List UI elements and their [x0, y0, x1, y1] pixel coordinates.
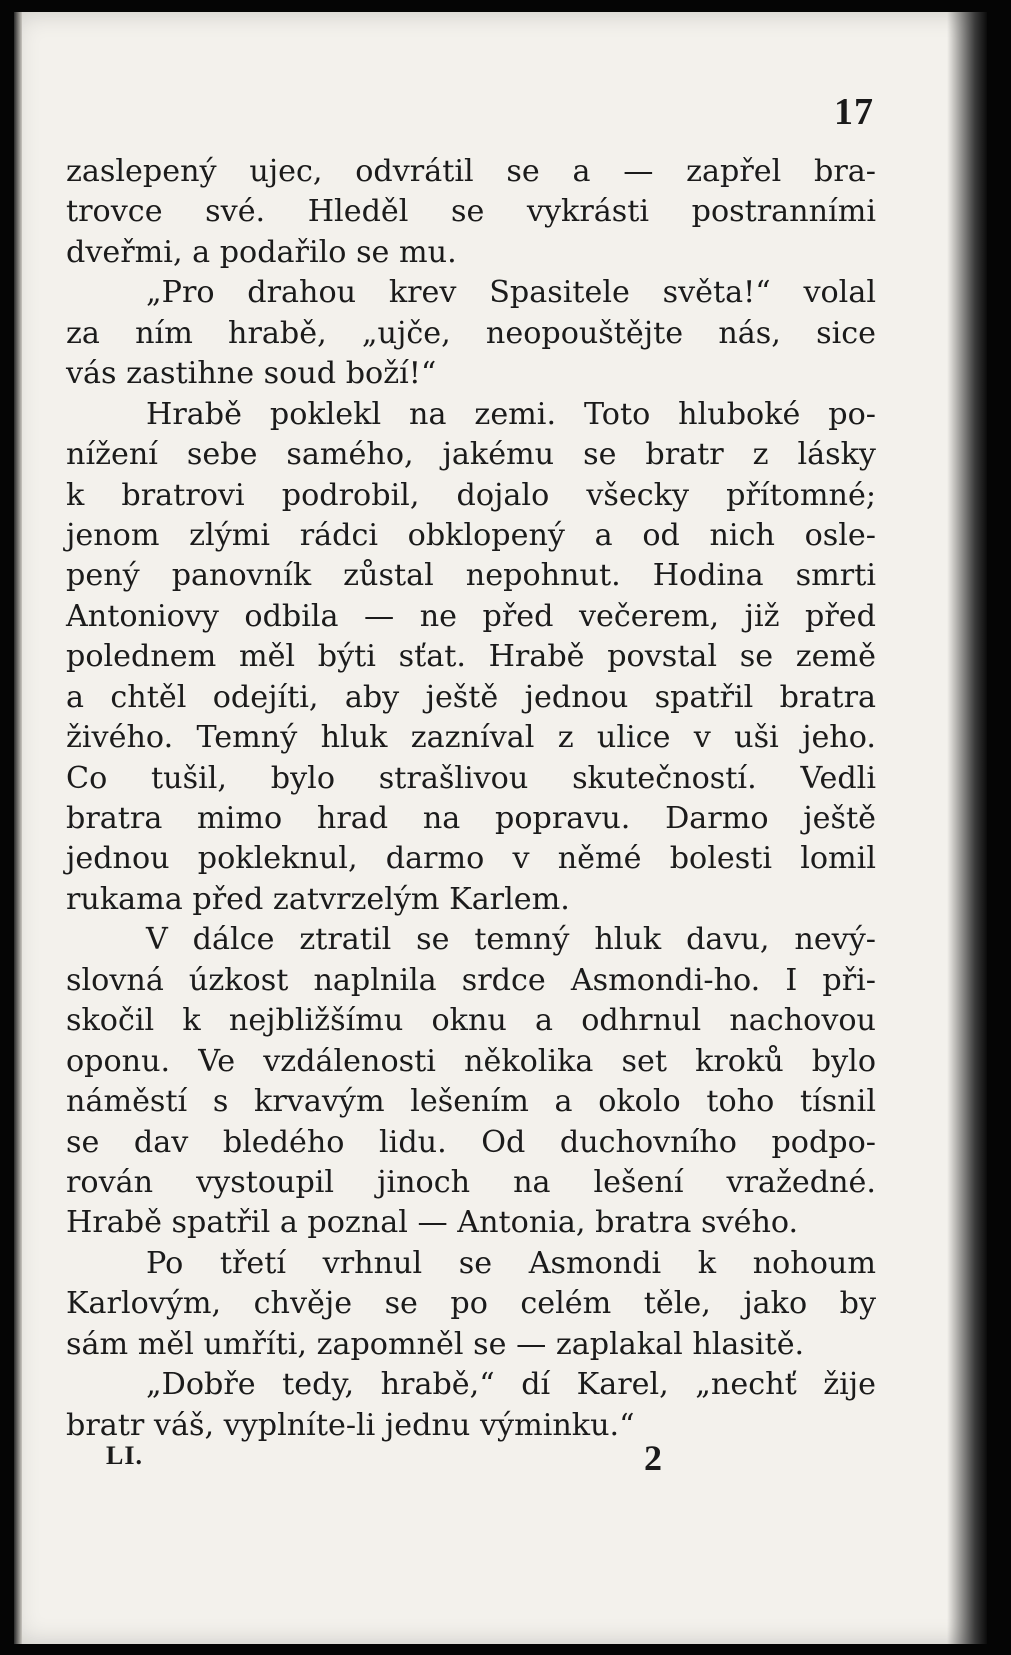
text-line: sám měl umříti, zapomněl se — zaplakal hlasitě.	[66, 1326, 805, 1362]
page-spine-shadow	[14, 12, 22, 1644]
text-line: bratr váš, vyplníte-li jednu výminku.“	[66, 1407, 635, 1443]
page-number: 17	[834, 91, 874, 133]
text-line: slovná úzkost naplnila srdce Asmondi-ho. I při-	[66, 962, 876, 998]
book-page	[14, 12, 987, 1644]
text-line: náměstí s krvavým lešením a okolo toho tísnil	[66, 1084, 876, 1120]
text-line: Po třetí vrhnul se Asmondi k nohoum	[146, 1245, 876, 1281]
text-line: pený panovník zůstal nepohnut. Hodina smrti	[66, 558, 876, 594]
text-line: jenom zlými rádci obklopený a od nich osle-	[66, 517, 876, 553]
text-line: rukama před zatvrzelým Karlem.	[66, 881, 570, 917]
text-line: „Dobře tedy, hrabě,“ dí Karel, „nechť žije	[146, 1367, 876, 1403]
text-line: trovce své. Hleděl se vykrásti postranními	[66, 194, 876, 230]
text-line: Antoniovy odbila — ne před večerem, již před	[66, 598, 876, 634]
text-line: se dav bledého lidu. Od duchovního podpo-	[66, 1124, 876, 1160]
text-line: V dálce ztratil se temný hluk davu, nevý-	[146, 922, 876, 958]
text-line: bratra mimo hrad na popravu. Darmo ještě	[66, 801, 876, 836]
body-text	[66, 152, 876, 1446]
signature-mark: LI.	[106, 1441, 143, 1470]
text-line: nížení sebe samého, jakému se bratr z lásky	[66, 437, 876, 473]
text-line: „Pro drahou krev Spasitele světa!“ volal	[146, 275, 876, 311]
text-line: za ním hrabě, „ujče, neopouštějte nás, sice	[66, 315, 876, 351]
text-line: Hrabě spatřil a poznal — Antonia, bratra svého.	[66, 1205, 799, 1241]
text-line: zaslepený ujec, odvrátil se a — zapřel bra-	[66, 154, 876, 189]
text-line: Karlovým, chvěje se po celém těle, jako by	[66, 1286, 876, 1322]
text-line: oponu. Ve vzdálenosti několika set kroků bylo	[66, 1043, 876, 1079]
text-line: skočil k nejbližšímu oknu a odhrnul nachovou	[66, 1003, 876, 1039]
text-line: jednou pokleknul, darmo v němé bolesti lomil	[66, 841, 876, 877]
text-line: živého. Temný hluk zazníval z ulice v uši jeho.	[66, 720, 876, 756]
text-line: rován vystoupil jinoch na lešení vražedné.	[66, 1164, 876, 1200]
sheet-number: 2	[644, 1438, 662, 1478]
text-line: k bratrovi podrobil, dojalo všecky přítomné;	[66, 477, 876, 513]
page-edge-shadow	[947, 12, 987, 1644]
text-line: Co tušil, bylo strašlivou skutečností. Vedli	[66, 760, 876, 796]
text-line: dveřmi, a podařilo se mu.	[66, 234, 457, 270]
text-line: Hrabě poklekl na zemi. Toto hluboké po-	[146, 396, 876, 432]
text-line: polednem měl býti sťat. Hrabě povstal se země	[66, 639, 876, 675]
text-line: a chtěl odejíti, aby ještě jednou spatřil bratra	[66, 679, 876, 715]
text-line: vás zastihne soud boží!“	[66, 356, 437, 392]
